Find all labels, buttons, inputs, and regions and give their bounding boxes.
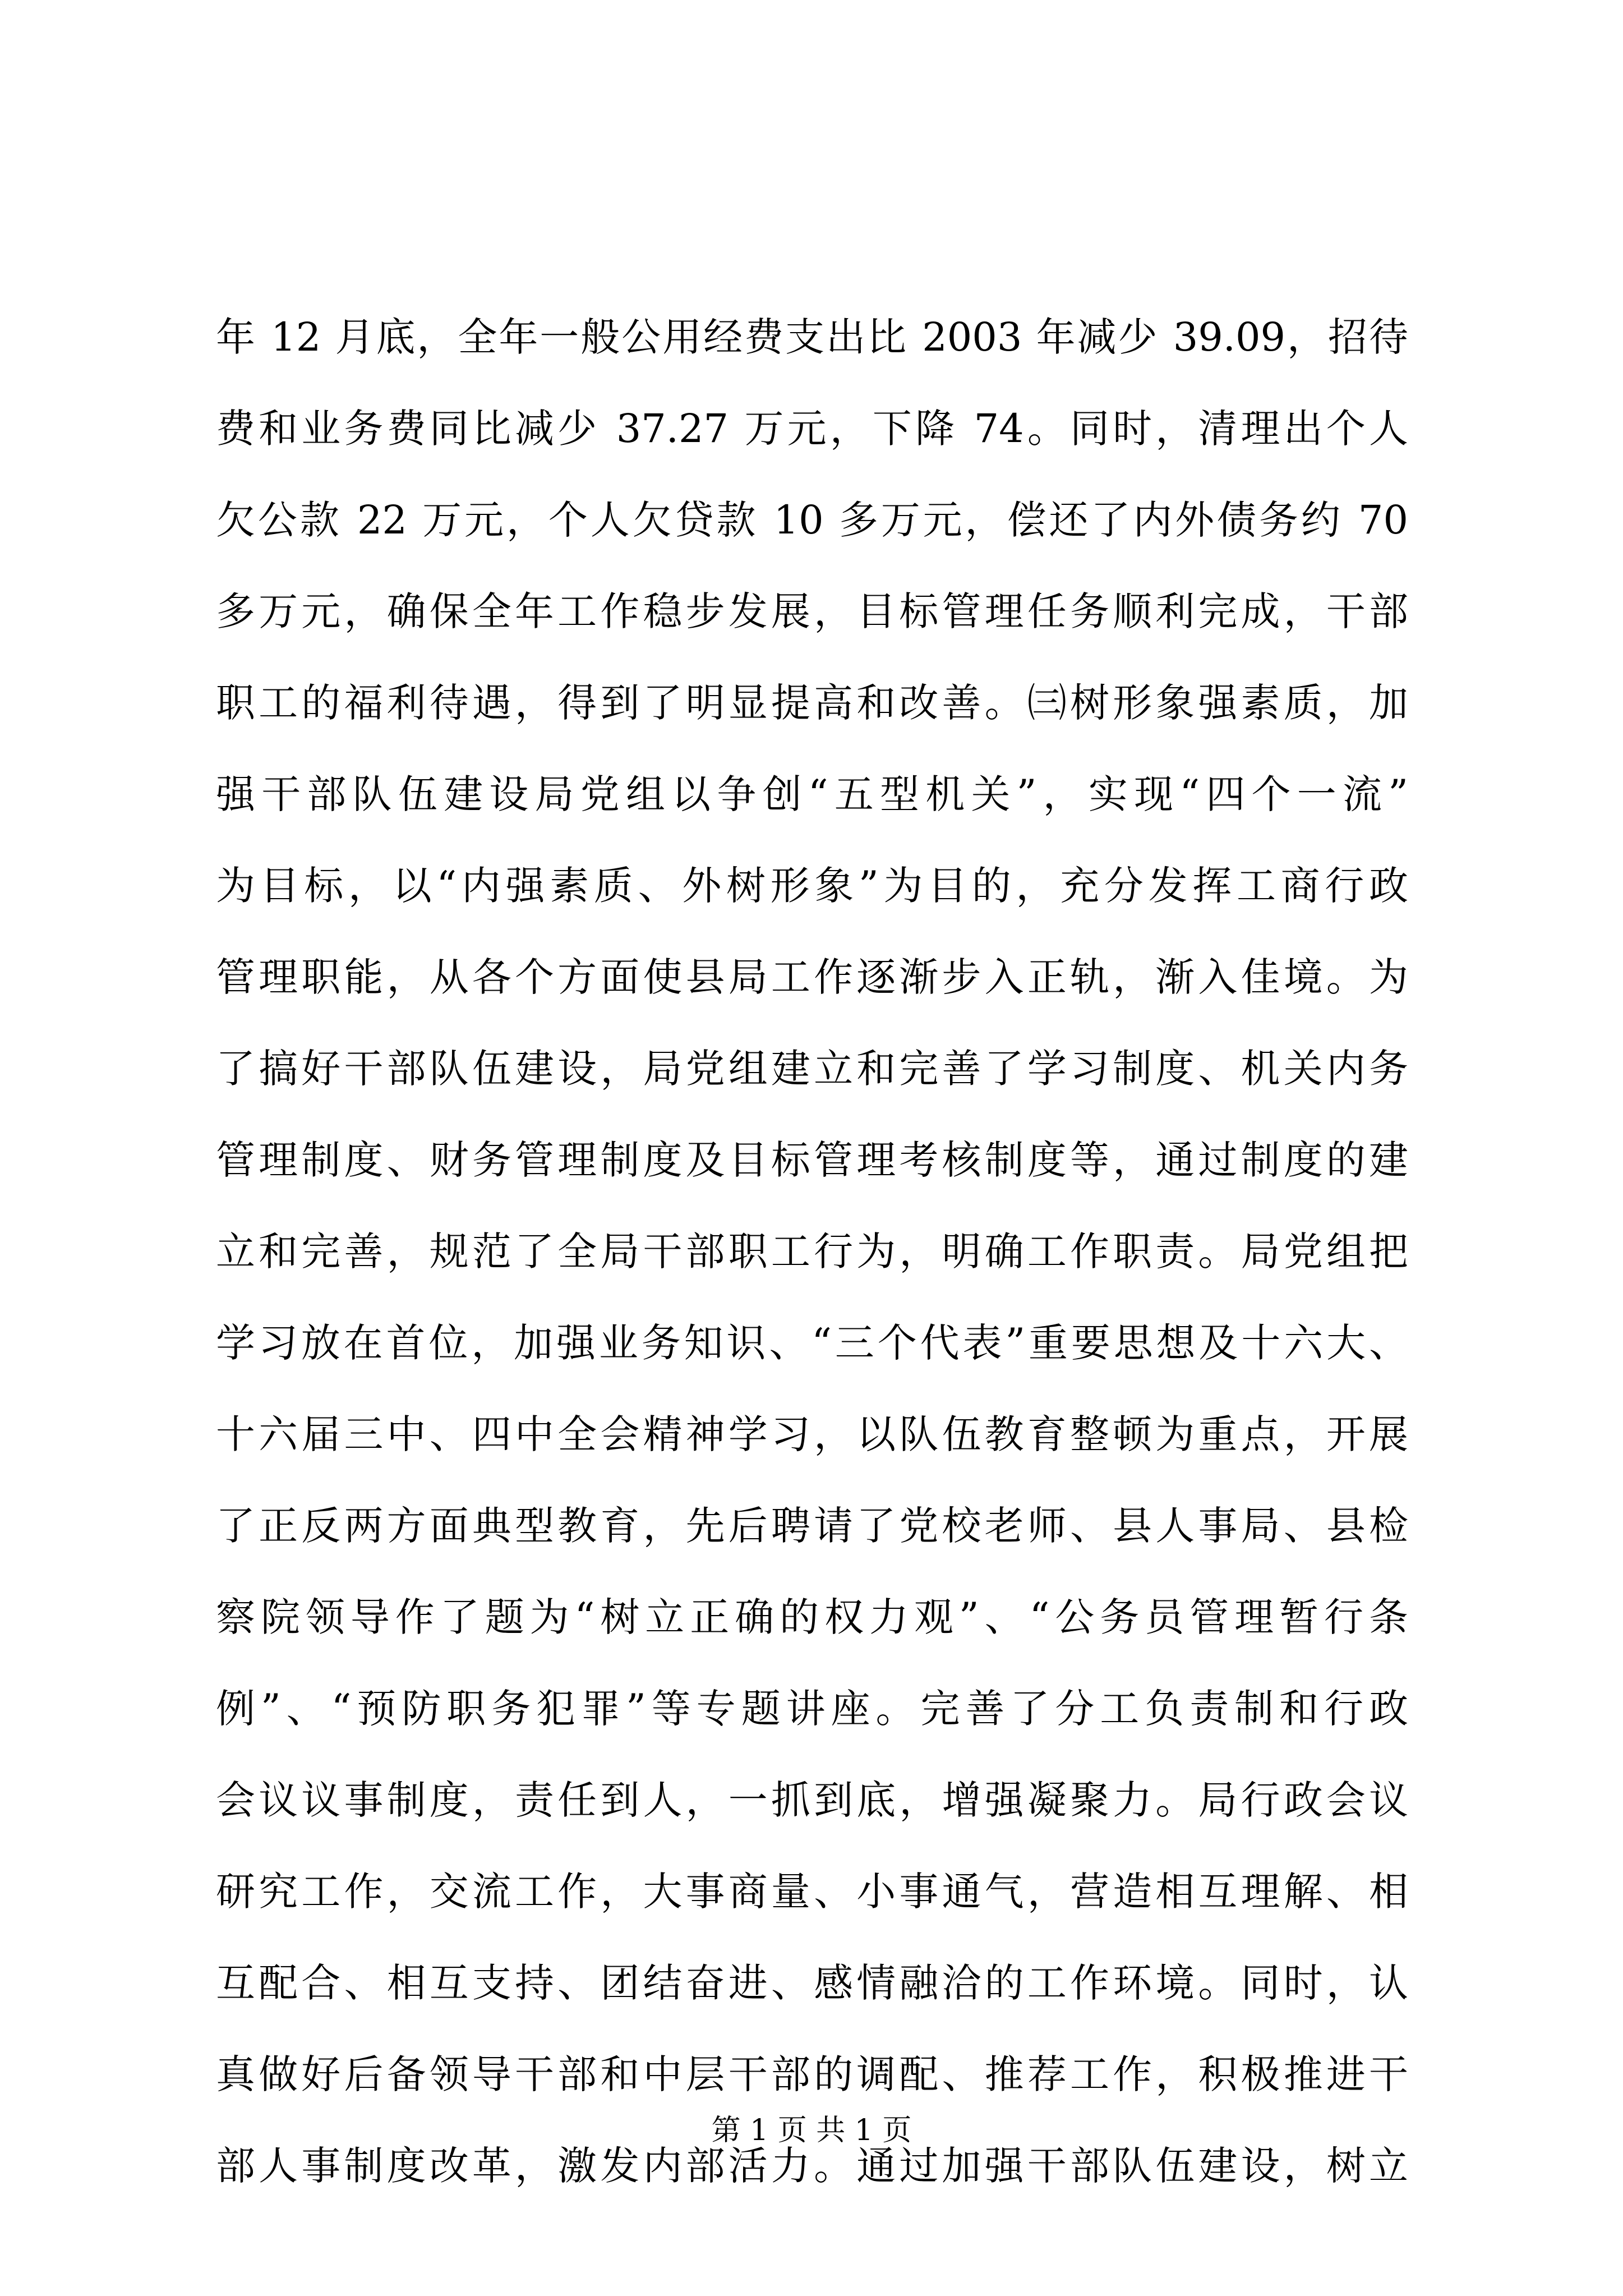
text-line: 会议议事制度，责任到人，一抓到底，增强凝聚力。局行政会议: [216, 1777, 1408, 1823]
text-line: 了正反两方面典型教育，先后聘请了党校老师、县人事局、县检: [216, 1503, 1408, 1549]
text-line: 管理制度、财务管理制度及目标管理考核制度等，通过制度的建: [216, 1137, 1408, 1183]
text-line: 立和完善，规范了全局干部职工行为，明确工作职责。局党组把: [216, 1228, 1408, 1274]
text-line: 察院领导作了题为“树立正确的权力观”、“公务员管理暂行条: [216, 1594, 1408, 1640]
page-number-label: 第 1 页 共 1 页: [711, 2114, 912, 2147]
text-line: 强干部队伍建设局党组以争创“五型机关”，实现“四个一流”: [216, 771, 1408, 817]
text-line: 欠公款 22 万元，个人欠贷款 10 多万元，偿还了内外债务约 70: [216, 497, 1408, 543]
text-line: 多万元，确保全年工作稳步发展，目标管理任务顺利完成，干部: [216, 588, 1408, 634]
text-line: 学习放在首位，加强业务知识、“三个代表”重要思想及十六大、: [216, 1320, 1408, 1366]
text-line: 职工的福利待遇，得到了明显提高和改善。㈢树形象强素质，加: [216, 680, 1408, 726]
page-footer: [0, 2106, 1623, 2148]
text-line: 费和业务费同比减少 37.27 万元，下降 74。同时，清理出个人: [216, 406, 1408, 452]
text-line: 十六届三中、四中全会精神学习，以队伍教育整顿为重点，开展: [216, 1411, 1408, 1457]
text-line: 研究工作，交流工作，大事商量、小事通气，营造相互理解、相: [216, 1869, 1408, 1915]
text-line: 真做好后备领导干部和中层干部的调配、推荐工作，积极推进干: [216, 2051, 1408, 2097]
text-line: 管理职能，从各个方面使县局工作逐渐步入正轨，渐入佳境。为: [216, 954, 1408, 1000]
text-line: 为目标，以“内强素质、外树形象”为目的，充分发挥工商行政: [216, 863, 1408, 909]
text-line: 互配合、相互支持、团结奋进、感情融洽的工作环境。同时，认: [216, 1960, 1408, 2006]
text-line: 例”、“预防职务犯罪”等专题讲座。完善了分工负责制和行政: [216, 1686, 1408, 1732]
text-line: 了搞好干部队伍建设，局党组建立和完善了学习制度、机关内务: [216, 1046, 1408, 1092]
text-line: 年 12 月底，全年一般公用经费支出比 2003 年减少 39.09，招待: [216, 314, 1408, 360]
body-paragraph: [216, 292, 1408, 2212]
text-line: 部人事制度改革，激发内部活力。通过加强干部队伍建设，树立: [216, 2143, 1408, 2189]
